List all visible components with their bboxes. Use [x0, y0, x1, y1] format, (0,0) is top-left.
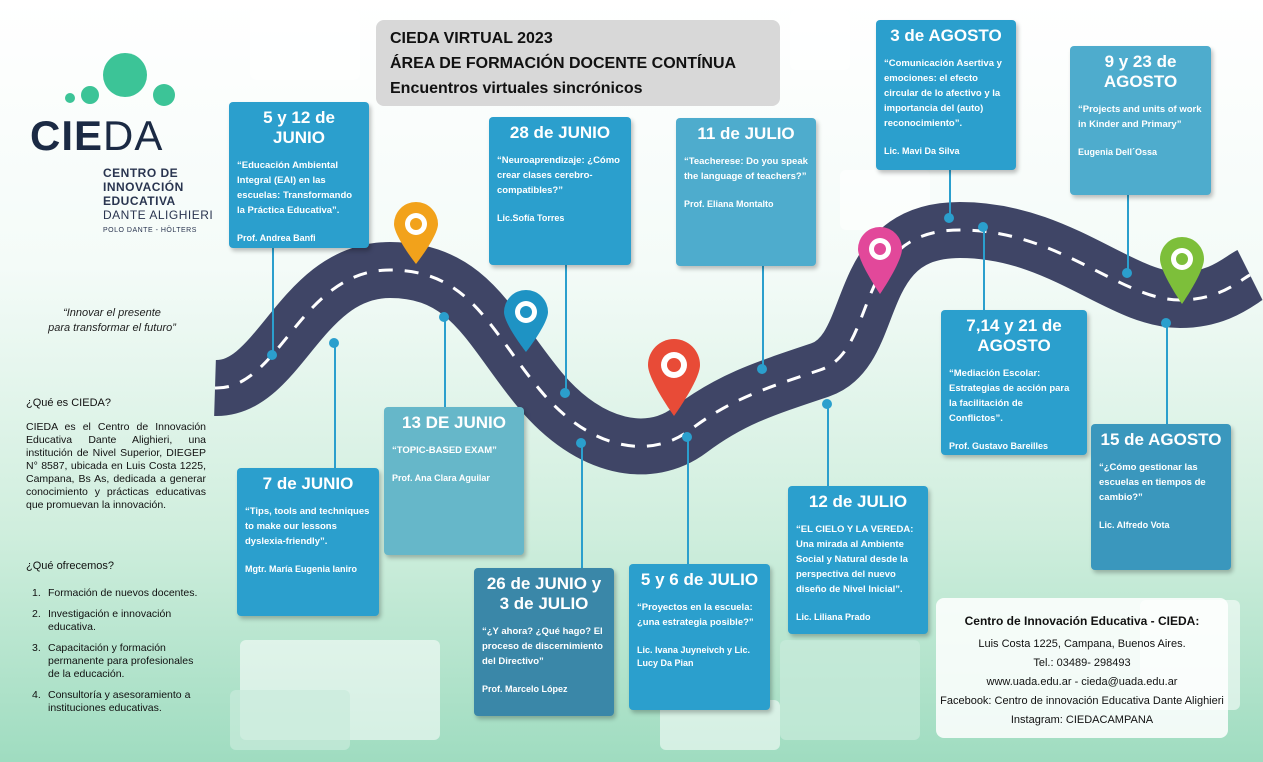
event-date: 9 y 23 de AGOSTO — [1103, 52, 1178, 91]
event-author: Prof. Ana Clara Aguilar — [392, 473, 490, 483]
event-card — [876, 20, 1016, 170]
map-pin-pink-icon — [856, 226, 904, 296]
event-topic: “TOPIC-BASED EXAM” — [392, 445, 497, 456]
connector-line — [762, 265, 764, 370]
connector-line — [983, 230, 985, 310]
connector-line — [687, 440, 689, 565]
event-author: Eugenia Dell´Ossa — [1078, 147, 1158, 157]
page-title: CIEDA VIRTUAL 2023 — [390, 30, 553, 47]
event-topic: “Educación Ambiental Integral (EAI) en las escuelas: Transformando la Práctica Educativa”. — [237, 160, 353, 216]
event-topic: “Projects and units of work in Kinder and Primary” — [1078, 104, 1202, 130]
logo-bubbles-icon — [60, 50, 190, 110]
map-pin-green-icon — [1158, 236, 1206, 306]
logo-wordmark: CIEDA — [30, 112, 164, 159]
offer-question: ¿Qué ofrecemos? — [26, 560, 115, 572]
connector-line — [827, 408, 829, 488]
event-date: 11 de JULIO — [697, 124, 795, 143]
event-card — [788, 486, 928, 634]
event-author: Prof. Gustavo Bareilles — [949, 441, 1049, 451]
connector-dot — [1122, 268, 1132, 278]
map-pin-red-icon — [646, 338, 702, 418]
contact-facebook: Facebook: Centro de innovación Educativa Dante Alighieri — [940, 695, 1224, 707]
connector-dot — [682, 432, 692, 442]
contact-web: www.uada.edu.ar - cieda@uada.edu.ar — [986, 676, 1178, 688]
event-topic: “EL CIELO Y LA VEREDA: Una mirada al Ambiente Social y Natural desde la perspectiva del nuevo diseño de Nivel Inicial”. — [796, 524, 914, 595]
event-topic: “¿Cómo gestionar las escuelas en tiempos de cambio?” — [1099, 462, 1206, 503]
connector-line — [565, 265, 567, 395]
offers-list — [32, 587, 207, 723]
event-date: 13 DE JUNIO — [402, 413, 506, 432]
logo-subtitle: CENTRO DE INNOVACIÓN EDUCATIVA DANTE ALIGHIERI — [103, 166, 214, 222]
event-date: 5 y 12 de JUNIO — [263, 108, 335, 147]
connector-dot — [944, 213, 954, 223]
connector-dot — [822, 399, 832, 409]
event-card — [489, 117, 631, 265]
event-date: 15 de AGOSTO — [1100, 430, 1222, 449]
event-author: Lic. Mavi Da Silva — [884, 146, 960, 156]
connector-line — [272, 248, 274, 358]
map-pin-orange-icon — [392, 202, 440, 266]
list-item: 2. Investigación e innovación educativa. — [32, 608, 172, 633]
contact-box — [936, 598, 1228, 738]
event-date: 7 de JUNIO — [262, 474, 354, 493]
list-item: 3. Capacitación y formación permanente para profesionales de la educación. — [32, 642, 194, 680]
connector-dot — [978, 222, 988, 232]
connector-line — [581, 445, 583, 570]
event-topic: “Comunicación Asertiva y emociones: el efecto circular de lo afectivo y la importancia del (auto) reconocimiento”. — [884, 58, 1002, 129]
list-item: 4. Consultoría y asesoramiento a instituciones educativas. — [32, 689, 191, 714]
event-date: 12 de JULIO — [808, 492, 908, 511]
event-card — [676, 118, 816, 266]
map-pin-blue-icon — [502, 290, 550, 354]
event-card — [629, 564, 770, 710]
event-card — [384, 407, 524, 555]
event-card — [229, 102, 369, 248]
event-date: 7,14 y 21 de AGOSTO — [966, 316, 1062, 355]
event-date: 26 de JUNIO y 3 de JULIO — [486, 574, 602, 613]
event-author: Prof. Andrea Banfi — [237, 233, 316, 243]
event-author: Prof. Marcelo López — [482, 684, 568, 694]
list-item: 1. Formación de nuevos docentes. — [32, 587, 198, 599]
event-topic: “Teacherese: Do you speak the language of teachers?” — [684, 156, 808, 182]
about-question: ¿Qué es CIEDA? — [26, 397, 111, 409]
title-box — [376, 20, 780, 106]
event-card — [1091, 424, 1231, 570]
event-topic: “¿Y ahora? ¿Qué hago? El proceso de discernimiento del Directivo” — [482, 626, 603, 667]
contact-phone: Tel.: 03489- 298493 — [1033, 657, 1131, 669]
connector-dot — [576, 438, 586, 448]
event-date: 5 y 6 de JULIO — [640, 570, 759, 589]
event-author: Lic.Sofía Torres — [497, 213, 565, 223]
connector-line — [444, 318, 446, 410]
connector-dot — [329, 338, 339, 348]
event-card — [474, 568, 614, 716]
event-author: Lic. Liliana Prado — [796, 612, 871, 622]
page-subtitle: ÁREA DE FORMACIÓN DOCENTE CONTÍNUA — [390, 55, 737, 72]
event-author: Prof. Eliana Montalto — [684, 199, 774, 209]
event-card — [941, 310, 1087, 455]
connector-dot — [1161, 318, 1171, 328]
contact-instagram: Instagram: CIEDACAMPANA — [1010, 714, 1154, 726]
connector-dot — [757, 364, 767, 374]
event-topic: “Tips, tools and techniques to make our lessons dyslexia-friendly”. — [245, 506, 370, 547]
connector-line — [1127, 195, 1129, 273]
connector-dot — [439, 312, 449, 322]
motto: “Innovar el presente para transformar el futuro” — [48, 307, 176, 334]
connector-dot — [560, 388, 570, 398]
contact-heading: Centro de Innovación Educativa - CIEDA: — [964, 614, 1200, 628]
connector-line — [334, 345, 336, 470]
event-card — [237, 468, 379, 616]
contact-address: Luis Costa 1225, Campana, Buenos Aires. — [978, 638, 1186, 650]
event-topic: “Proyectos en la escuela: ¿una estrategia posible?” — [637, 602, 754, 628]
connector-line — [1166, 325, 1168, 425]
logo-tagline: POLO DANTE - HÖLTERS — [103, 227, 197, 234]
event-author: Mgtr. María Eugenia Ianiro — [245, 564, 358, 574]
page-subtitle-2: Encuentros virtuales sincrónicos — [390, 80, 643, 97]
event-date: 3 de AGOSTO — [890, 26, 1002, 45]
event-card — [1070, 46, 1211, 195]
event-topic: “Mediación Escolar: Estrategias de acción para la facilitación de Conflictos”. — [949, 368, 1070, 424]
about-text: CIEDA es el Centro de Innovación Educativa Dante Alighieri, una institución de Nivel Superior, DIEGEP N° 8587, ubicada en Luis Costa 1225, Campana, Bs As, dedicada a generar conocimiento y prácticas educativas que promuevan la innovación. — [26, 421, 206, 511]
event-author: Lic. Alfredo Vota — [1099, 520, 1170, 530]
event-date: 28 de JUNIO — [509, 123, 611, 142]
event-author: Lic. Ivana Juyneivch y Lic. Lucy Da Pian — [637, 645, 751, 668]
event-topic: “Neuroaprendizaje: ¿Cómo crear clases cerebro-compatibles?” — [497, 155, 620, 196]
connector-dot — [267, 350, 277, 360]
